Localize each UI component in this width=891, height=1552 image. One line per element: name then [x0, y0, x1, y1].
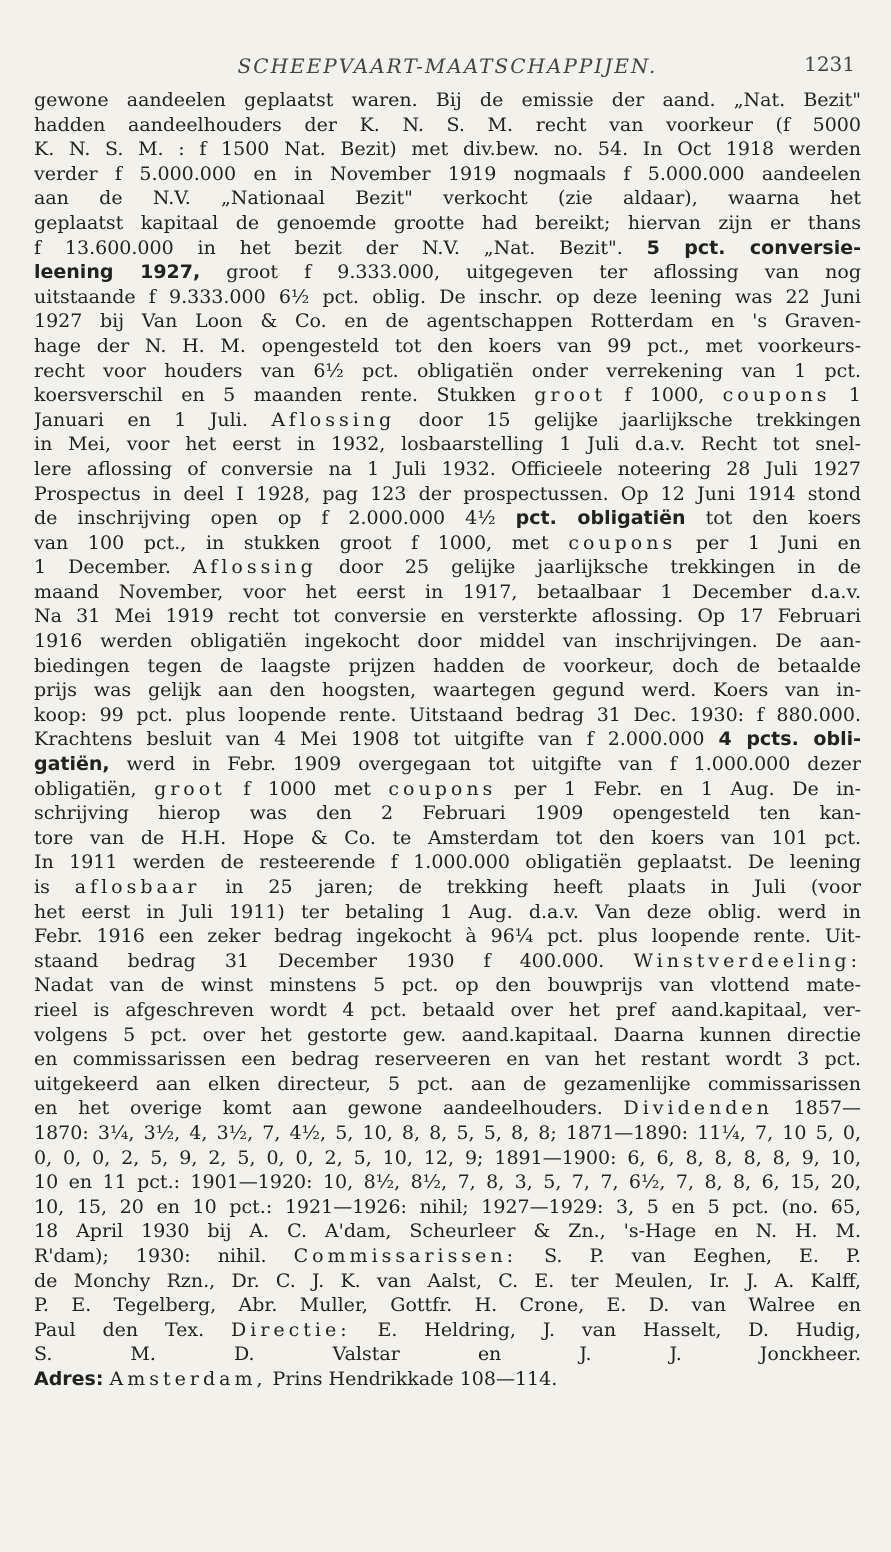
text-run: door 25 gelijke jaarlijksche trekkingen in de [316, 556, 861, 579]
text-line [34, 359, 861, 384]
spaced-emphasis-text: Directie: [231, 1318, 351, 1341]
text-run: van 100 pct., in stukken groot f 1000, met [34, 531, 569, 554]
text-run: koersverschil en 5 maanden rente. Stukken [34, 384, 535, 407]
spaced-emphasis-text: Amsterdam, [109, 1367, 267, 1390]
text-run: Na 31 Mei 1919 recht tot conversie en versterkte aflossing. Op 17 Februari [34, 605, 861, 628]
text-line [34, 949, 861, 974]
text-line [34, 678, 861, 703]
text-run: prijs was gelijk aan den hoogsten, waartegen gegund werd. Koers van in- [34, 679, 861, 702]
text-line [34, 1342, 861, 1367]
text-line [34, 1072, 861, 1097]
text-run: maand November, voor het eerst in 1917, betaalbaar 1 December d.a.v. [34, 580, 861, 603]
text-line [34, 629, 861, 654]
text-run: in 25 jaren; de trekking heeft plaats in Juli (voor [200, 876, 861, 898]
text-run: en commissarissen een bedrag reserveeren en van het restant wordt 3 pct. [34, 1048, 861, 1071]
text-run: 1 December. [34, 556, 193, 579]
text-line [34, 457, 861, 482]
text-line [34, 826, 861, 851]
text-line [34, 1170, 861, 1195]
bold-heading-text: leening 1927, [34, 261, 201, 284]
spaced-emphasis-text: coupons [388, 777, 497, 800]
text-run: tot den koers [685, 507, 861, 530]
text-line [34, 260, 861, 285]
text-line [34, 924, 861, 949]
text-line [34, 285, 861, 310]
bold-heading-text: gatiën, [34, 753, 110, 776]
text-line [34, 334, 861, 359]
text-line [34, 1195, 861, 1220]
text-line [34, 531, 861, 556]
text-line [34, 1121, 861, 1146]
text-run: In 1911 werden de resteerende f 1.000.000 obligatiën geplaatst. De leening [34, 851, 861, 874]
text-line [34, 383, 861, 408]
text-line [34, 555, 861, 580]
text-line [34, 1318, 861, 1343]
text-run: groot f 9.333.000, uitgegeven ter aflossing van nog [200, 261, 861, 284]
page-header [34, 0, 861, 88]
spaced-emphasis-text: groot [154, 777, 226, 800]
text-run: aan de N.V. „Nationaal Bezit" verkocht (zie aldaar), waarna het [34, 187, 861, 210]
text-run: de Monchy Rzn., Dr. C. J. K. van Aalst, C. E. ter Meulen, Ir. J. A. Kalff, [34, 1269, 861, 1292]
text-run: Paul den Tex. [34, 1318, 232, 1341]
text-line [34, 654, 861, 679]
text-line [34, 1244, 861, 1269]
text-line [34, 1293, 861, 1318]
text-run: obligatiën, [34, 777, 155, 800]
bold-heading-text: 4 pcts. obli- [718, 728, 861, 751]
text-line [34, 801, 861, 826]
text-line [34, 186, 861, 211]
text-run: volgens 5 pct. over het gestorte gew. aand.kapitaal. Daarna kunnen directie [34, 1023, 861, 1046]
text-run: biedingen tegen de laagste prijzen hadden de voorkeur, doch de betaalde [34, 654, 861, 677]
text-run: Januari en 1 Juli. [34, 408, 272, 431]
body-text [34, 88, 861, 1391]
spaced-emphasis-text: Dividenden [623, 1097, 773, 1120]
text-run: per 1 Febr. en 1 Aug. De in- [496, 777, 861, 800]
text-line [34, 604, 861, 629]
text-run: 1870: 3¼, 3½, 4, 3½, 7, 4½, 5, 10, 8, 8, 5, 5, 8, 8; 1871—1890: 11¼, 7, 10 5, 0, [34, 1121, 861, 1144]
spaced-emphasis-text: aflosbaar [74, 876, 201, 898]
text-run: lere aflossing of conversie na 1 Juli 1932. Officieele noteering 28 Juli 1927 [34, 457, 861, 480]
text-run: de inschrijving open op f 2.000.000 4½ [34, 507, 516, 530]
text-run: in Mei, voor het eerst in 1932, losbaarstelling 1 Juli d.a.v. Recht tot snel- [34, 433, 861, 456]
text-run: hadden aandeelhouders der K. N. S. M. recht van voorkeur (f 5000 [34, 113, 861, 136]
text-run: 0, 0, 0, 2, 5, 9, 2, 5, 0, 0, 2, 5, 10, 12, 9; 1891—1900: 6, 6, 8, 8, 8, 8, 9, 10, [34, 1146, 861, 1169]
text-line [34, 88, 861, 113]
text-line [34, 408, 861, 433]
text-run: recht voor houders van 6½ pct. obligatiën onder verrekening van 1 pct. [34, 359, 861, 382]
text-line [34, 113, 861, 138]
text-line [34, 506, 861, 531]
text-run: schrijving hierop was den 2 Februari 1909 opengesteld ten kan- [34, 802, 861, 825]
text-run: 10 en 11 pct.: 1901—1920: 10, 8½, 8½, 7, 8, 3, 5, 7, 7, 6½, 7, 8, 8, 6, 15, 20, [34, 1171, 861, 1194]
text-line [34, 432, 861, 457]
text-line [34, 137, 861, 162]
text-line [34, 482, 861, 507]
text-run: 10, 15, 20 en 10 pct.: 1921—1926: nihil; 1927—1929: 3, 5 en 5 pct. (no. 65, [34, 1195, 861, 1218]
text-run: verder f 5.000.000 en in November 1919 nogmaals f 5.000.000 aandeelen [34, 162, 861, 185]
spaced-emphasis-text: Aflossing [271, 408, 396, 431]
text-run: Febr. 1916 een zeker bedrag ingekocht à 96¼ pct. plus loopende rente. Uit- [34, 925, 861, 948]
text-run: 1857— [772, 1097, 861, 1120]
text-run: R'dam); 1930: nihil. [34, 1244, 294, 1267]
text-line [34, 1219, 861, 1244]
text-run: S. M. D. Valstar en J. J. Jonckheer. [34, 1343, 861, 1366]
text-line [34, 1269, 861, 1294]
text-run: Nadat van de winst minstens 5 pct. op den bouwprijs van vlottend mate- [34, 974, 861, 997]
text-run: het eerst in Juli 1911) ter betaling 1 Aug. d.a.v. Van deze oblig. werd in [34, 900, 861, 923]
spaced-emphasis-text: groot [534, 384, 606, 407]
text-line [34, 580, 861, 605]
text-run: werd in Febr. 1909 overgegaan tot uitgifte van f 1.000.000 dezer [109, 753, 861, 776]
text-run: geplaatst kapitaal de genoemde grootte had bereikt; hiervan zijn er thans [34, 211, 861, 234]
text-run: is [34, 876, 75, 898]
text-run: staand bedrag 31 December 1930 f 400.000. [34, 949, 634, 972]
text-line [34, 752, 861, 777]
text-line [34, 973, 861, 998]
text-run: en het overige komt aan gewone aandeelhouders. [34, 1097, 624, 1120]
text-run: per 1 Juni en [676, 531, 861, 554]
text-line [34, 777, 861, 802]
bold-heading-text: pct. obligatiën [515, 507, 686, 530]
text-run: hage der N. H. M. opengesteld tot den koers van 99 pct., met voorkeurs- [34, 334, 861, 357]
text-line [34, 211, 861, 236]
text-line [34, 236, 861, 261]
text-run: E. Heldring, J. van Hasselt, D. Hudig, [350, 1318, 861, 1341]
text-run: tore van de H.H. Hope & Co. te Amsterdam tot den koers van 101 pct. [34, 826, 861, 849]
text-run: Krachtens besluit van 4 Mei 1908 tot uitgifte van f 2.000.000 [34, 728, 719, 751]
text-run: f 1000 met [225, 777, 389, 800]
text-line [34, 1023, 861, 1048]
text-line [34, 1146, 861, 1171]
running-head: SCHEEPVAART-MAATSCHAPPIJEN. [237, 54, 658, 78]
text-run: K. N. S. M. : f 1500 Nat. Bezit) met div.bew. no. 54. In Oct 1918 werden [34, 138, 861, 161]
spaced-emphasis-text: coupons [568, 531, 677, 554]
text-line [34, 727, 861, 752]
text-run: f 1000, [606, 384, 723, 407]
text-line [34, 998, 861, 1023]
text-run: gewone aandeelen geplaatst waren. Bij de emissie der aand. „Nat. Bezit" [34, 89, 861, 111]
text-run: f 13.600.000 in het bezit der N.V. „Nat. Bezit". [34, 236, 647, 259]
spaced-emphasis-text: Commissarissen: [293, 1244, 518, 1267]
text-line [34, 875, 861, 900]
text-run: 1916 werden obligatiën ingekocht door middel van inschrijvingen. De aan- [34, 630, 861, 653]
page-number: 1231 [804, 52, 855, 76]
text-run: Prins Hendrikkade 108—114. [266, 1367, 558, 1390]
bold-heading-text: 5 pct. conversie- [646, 236, 861, 259]
text-line [34, 162, 861, 187]
spaced-emphasis-text: coupons [722, 384, 831, 407]
text-run: 1 [830, 384, 861, 407]
text-run: koop: 99 pct. plus loopende rente. Uitstaand bedrag 31 Dec. 1930: f 880.000. [34, 703, 861, 726]
text-line [34, 703, 861, 728]
text-run: S. P. van Eeghen, E. P. [517, 1244, 861, 1267]
text-line [34, 309, 861, 334]
text-line [34, 1047, 861, 1072]
text-run: P. E. Tegelberg, Abr. Muller, Gottfr. H. Crone, E. D. van Walree en [34, 1294, 861, 1317]
text-run: 18 April 1930 bij A. C. A'dam, Scheurleer & Zn., 's-Hage en N. H. M. [34, 1220, 861, 1243]
text-run: uitstaande f 9.333.000 6½ pct. oblig. De inschr. op deze leening was 22 Juni [34, 285, 861, 308]
text-run: uitgekeerd aan elken directeur, 5 pct. aan de gezamenlijke commissarissen [34, 1072, 861, 1095]
spaced-emphasis-text: Aflossing [192, 556, 317, 579]
text-run: rieel is afgeschreven wordt 4 pct. betaald over het pref aand.kapitaal, ver- [34, 998, 861, 1021]
spaced-emphasis-text: Winstverdeeling: [633, 949, 861, 972]
bold-heading-text: Adres: [34, 1367, 104, 1390]
text-line [34, 1367, 861, 1392]
text-line [34, 850, 861, 875]
text-line [34, 1096, 861, 1121]
text-run: door 15 gelijke jaarlijksche trekkingen [395, 408, 861, 431]
text-line [34, 900, 861, 925]
text-run: Prospectus in deel I 1928, pag 123 der prospectussen. Op 12 Juni 1914 stond [34, 482, 861, 505]
text-run: 1927 bij Van Loon & Co. en de agentschappen Rotterdam en 's Graven- [34, 310, 861, 333]
